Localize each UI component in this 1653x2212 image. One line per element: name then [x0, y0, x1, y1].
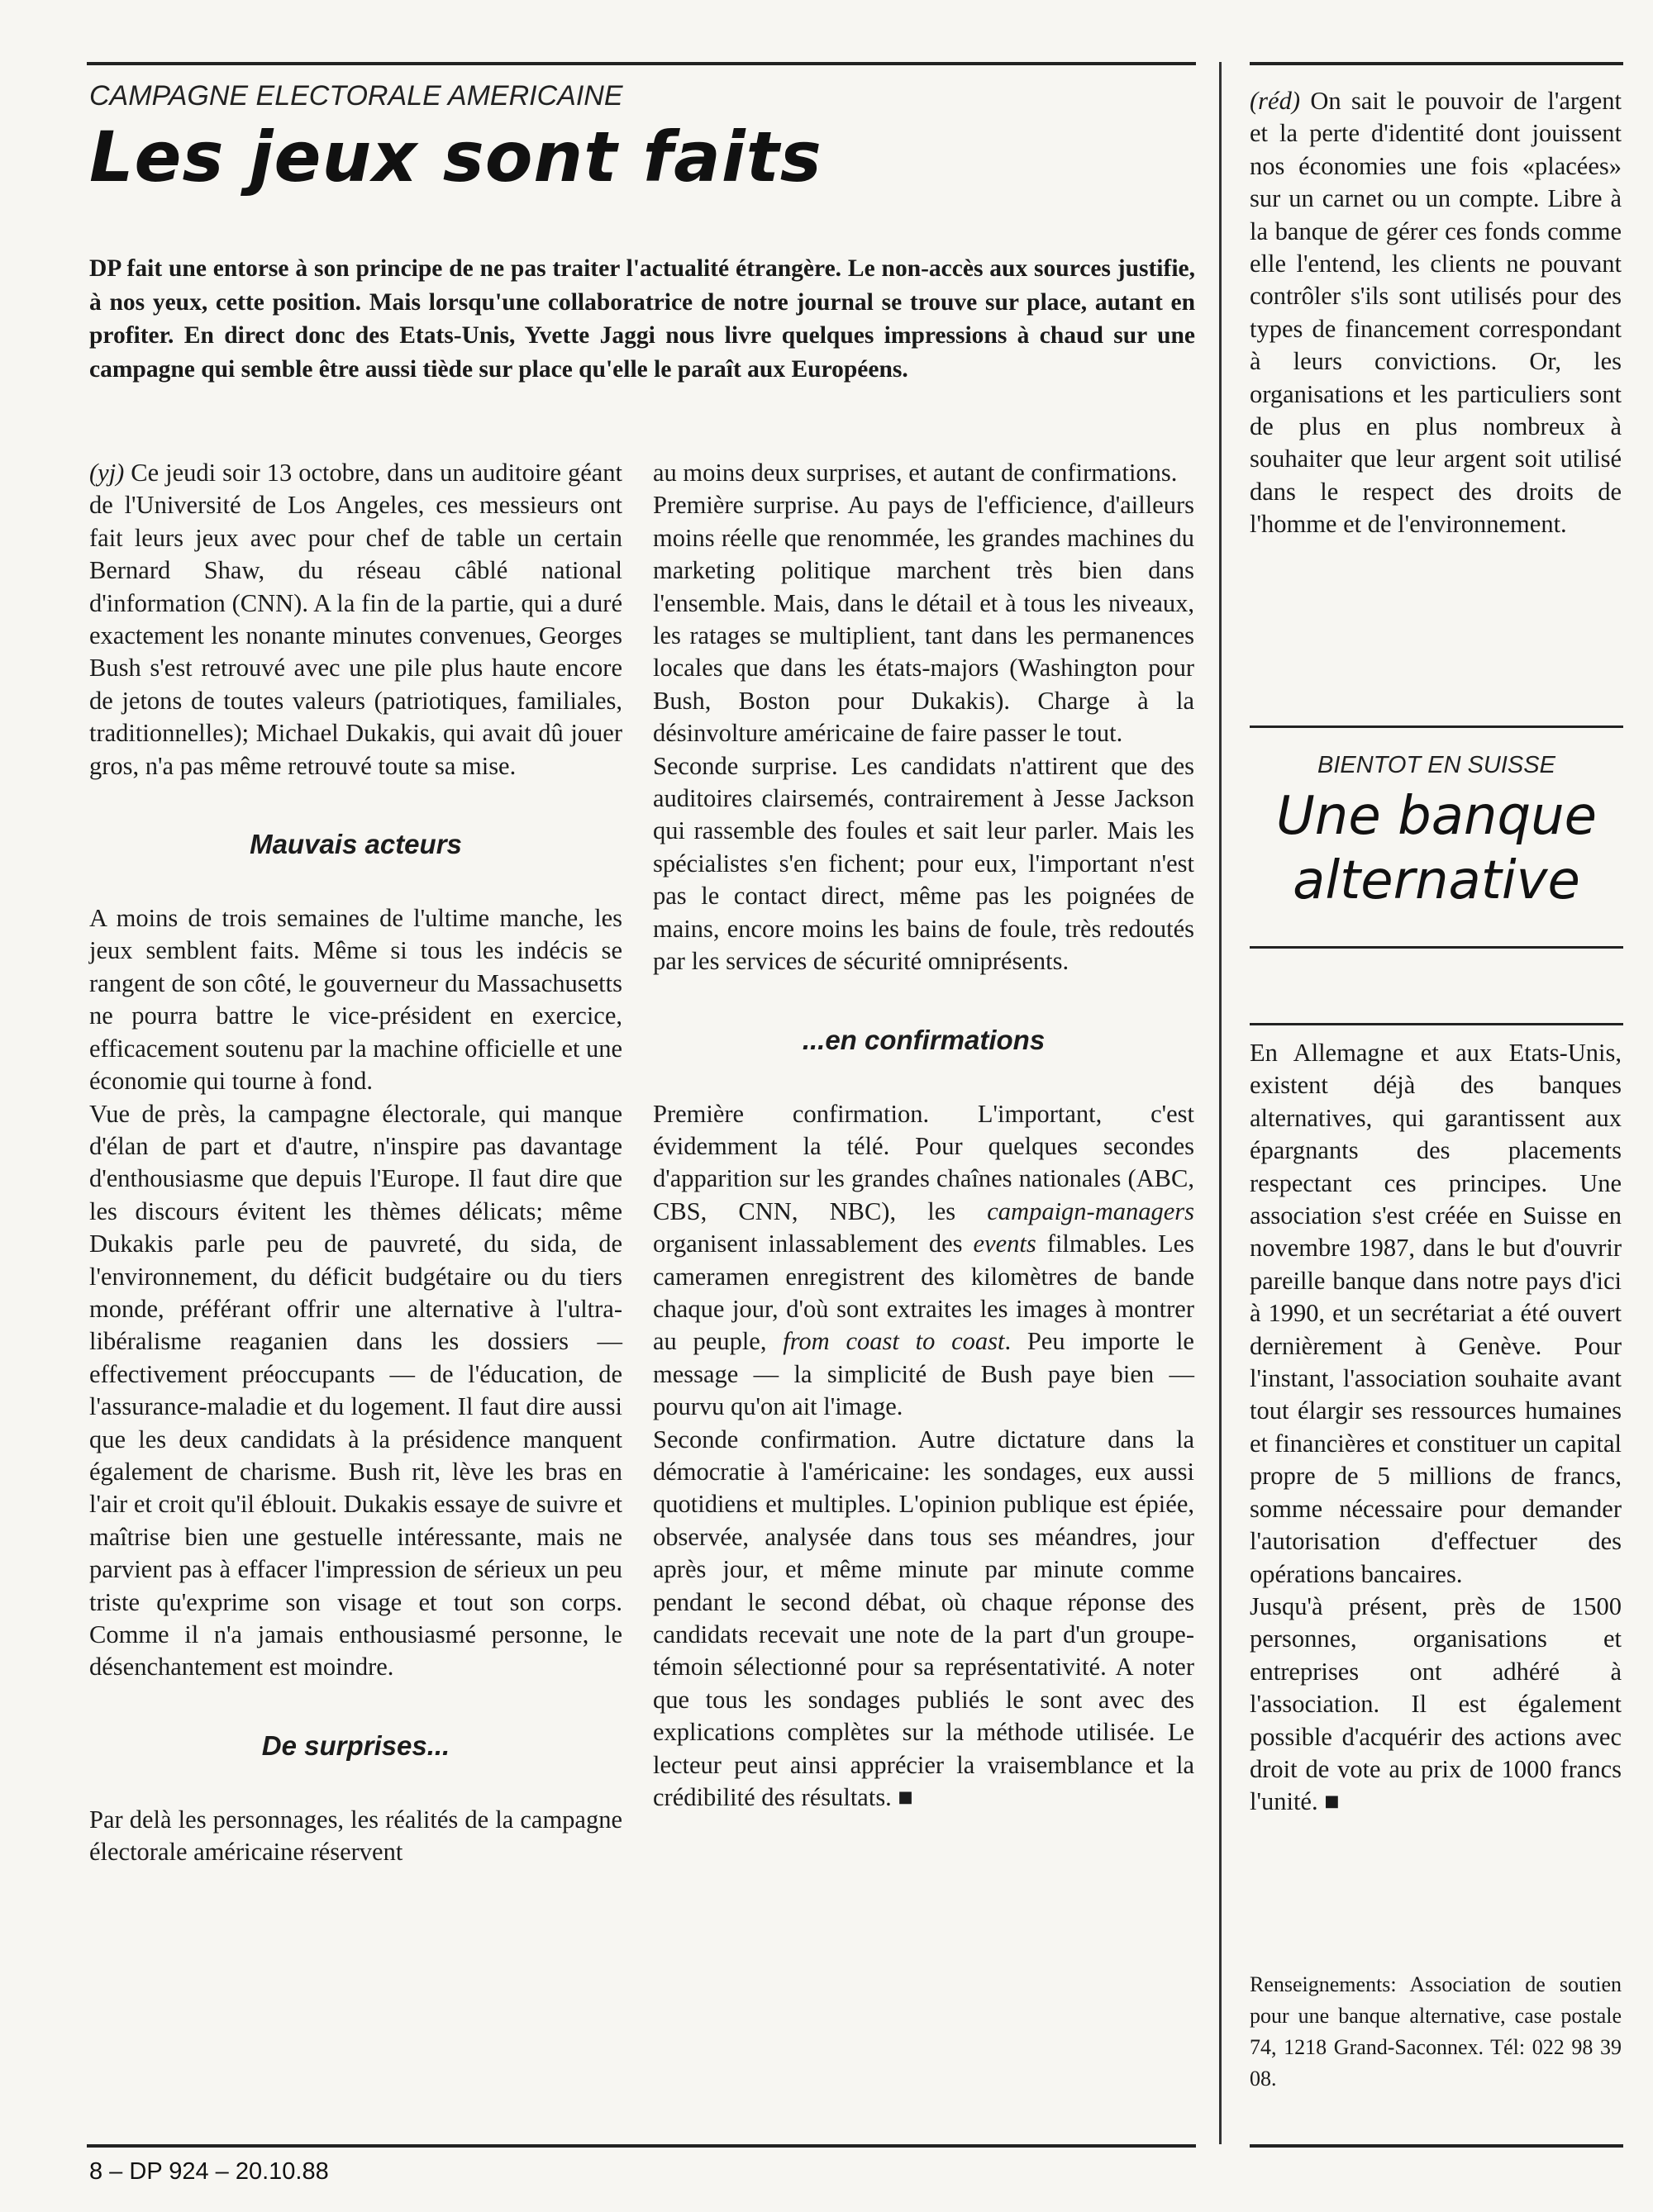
- editor-tag: (réd): [1250, 87, 1300, 115]
- column-divider: [1219, 62, 1222, 2144]
- article-column-2: [653, 457, 1194, 1814]
- paragraph-text: Ce jeudi soir 13 octobre, dans un auditoire géant de l'Université de Los Angeles, ces messieurs ont fait leurs jeux avec pour chef de table un certain Bernard Shaw, du réseau câblé national d'information (CNN). A la fin de la partie, qui a duré exactement les nonante minutes convenues, Georges Bush s'est retrouvé avec une pile plus haute encore de jetons de toutes valeurs (patriotiques, familiales, traditionnelles); Michael Dukakis, qui avait dû jouer gros, n'a pas même retrouvé toute sa mise.: [89, 459, 622, 780]
- article-column-1: [89, 457, 622, 1869]
- author-tag: (yj): [89, 459, 125, 487]
- side-rule-2: [1250, 946, 1623, 949]
- side-info: Renseignements: Association de soutien pour une banque alternative, case postale 74, 1218 Grand-Saconnex. Tél: 022 98 39 08.: [1250, 1972, 1622, 2091]
- side-body: [1250, 1037, 1622, 1819]
- paragraph: En Allemagne et aux Etats-Unis, existent déjà des banques alternatives, qui garantissent aux épargnants des placements respectant ces principes. Une association s'est créée en Suisse en novembre 1987, dans le but d'ouvrir pareille banque dans notre pays d'ici à 1990, et un secrétariat a été ouvert dernièrement à Genève. Pour l'instant, l'association souhaite avant tout élargir ses ressources humaines et financières et constituer un capital propre de 5 millions de francs, somme nécessaire pour demander l'autorisation d'effectuer des opérations bancaires.: [1250, 1039, 1622, 1588]
- paragraph: A moins de trois semaines de l'ultime manche, les jeux semblent faits. Même si tous les indécis se rangent de son côté, le gouverneur du Massachusetts ne pourra battre le vice-président en exercice, efficacement soutenu par la machine officielle et une économie qui tourne à fond.: [89, 904, 622, 1096]
- paragraph: Par delà les personnages, les réalités de la campagne électorale américaine réservent: [89, 1805, 622, 1867]
- side-rule-3: [1250, 1023, 1623, 1025]
- article-kicker: CAMPAGNE ELECTORALE AMERICAINE: [89, 80, 623, 112]
- subhead-en-confirmations: ...en confirmations: [802, 1024, 1046, 1055]
- subhead-mauvais-acteurs: Mauvais acteurs: [250, 829, 462, 860]
- article-lede: DP fait une entorse à son principe de ne pas traiter l'actualité étrangère. Le non-accès aux sources justifie, à nos yeux, cette position. Mais lorsqu'une collaboratrice de notre journal se trouve sur place, autant en profiter. En direct donc des Etats-Unis, Yvette Jaggi nous livre quelques impressions à chaud sur une campagne qui semble être aussi tiède sur place qu'elle le paraît aux Européens.: [89, 255, 1195, 383]
- article-title: Les jeux sont faits: [89, 117, 822, 197]
- paragraph: Vue de près, la campagne électorale, qui manque d'élan de part et d'autre, n'inspire pas davantage d'enthousiasme que depuis l'Europe. Il faut dire que les discours évitent les thèmes délicats; même Dukakis parle peu de pauvreté, du sida, de l'environnement, du déficit budgétaire ou du tiers monde, préférant offrir une alternative à l'ultra-libéralisme reaganien dans les dossiers — effectivement préoccupants — de l'éducation, de l'assurance-maladie et du logement. Il faut dire aussi que les deux candidats à la présidence manquent également de charisme. Bush rit, lève les bras en l'air et croit qu'il éblouit. Dukakis essaye de suivre et maîtrise bien une gestuelle intéressante, mais ne parvient pas à effacer l'impression de sérieux un peu triste qu'exprime son visage et tout son corps. Comme il n'a jamais enthousiasmé personne, le désenchantement est moindre.: [89, 1099, 622, 1682]
- paragraph: Seconde confirmation. Autre dictature dans la démocratie à l'américaine: les sondages, eux aussi quotidiens et multiples. L'opinion publique est épiée, observée, analysée dans tous ses méandres, jour après jour, et même minute par minute comme pendant le second débat, où chaque réponse des candidats recevait une note de la part d'un groupe-témoin sélectionné pour sa représentativité. A noter que tous les sondages publiés le sont avec des explications complètes sur la méthode utilisée. Le lecteur peut ainsi apprécier la vraisemblance et la crédibilité des résultats. ■: [653, 1425, 1194, 1812]
- paragraph-text: filmables. Les cameramen enregistrent des kilomètres de bande chaque jour, d'où sont extraites les images à montrer au peuple,: [653, 1230, 1194, 1356]
- side-rule-1: [1250, 725, 1623, 728]
- top-rule-main: [87, 62, 1196, 65]
- side-kicker: BIENTOT EN SUISSE: [1317, 752, 1555, 778]
- paragraph-text: Première confirmation. L'important, c'est évidemment la télé. Pour quelques secondes d'apparition sur les grandes chaînes nationales (ABC, CBS, CNN, NBC), les: [653, 1099, 1194, 1225]
- paragraph-text: organisent inlassablement des: [653, 1230, 974, 1258]
- paragraph-text: On sait le pouvoir de l'argent et la perte d'identité dont jouissent nos économies une fois «placées» sur un carnet ou un compte. Libre à la banque de gérer ces fonds comme elle l'entend, les clients ne pouvant contrôler s'ils sont utilisés pour des types de financement correspondant à leurs convictions. Or, les organisations et les particuliers sont de plus en plus nombreux à souhaiter que leur argent soit utilisé dans le respect des droits de l'homme et de l'environnement.: [1250, 87, 1622, 539]
- bottom-rule-main: [87, 2144, 1196, 2148]
- bottom-rule-side: [1250, 2144, 1623, 2148]
- top-rule-side: [1250, 62, 1623, 65]
- side-title-line-2: alternative: [1293, 850, 1580, 911]
- paragraph: au moins deux surprises, et autant de confirmations.: [653, 459, 1178, 487]
- paragraph: Jusqu'à présent, près de 1500 personnes, organisations et entreprises ont adhéré à l'association. Il est également possible d'acquérir des actions avec droit de vote au prix de 1000 francs l'unité. ■: [1250, 1591, 1622, 1816]
- paragraph: [1250, 85, 1622, 541]
- page-footer: 8 – DP 924 – 20.10.88: [89, 2158, 329, 2185]
- subhead-de-surprises: De surprises...: [261, 1729, 450, 1761]
- paragraph: Seconde surprise. Les candidats n'attirent que des auditoires clairsemés, contrairement à Jesse Jackson qui rassemble des foules et sait leur parler. Mais les spécialistes s'en fichent; pour eux, l'important n'est pas le contact direct, même pas les poignées de mains, encore moins les bains de foule, très redoutés par les services de sécurité omniprésents.: [653, 751, 1194, 976]
- paragraph: [89, 457, 622, 783]
- paragraph: Première surprise. Au pays de l'efficience, d'ailleurs moins réelle que renommée, les grandes machines du marketing politique marchent très bien dans l'ensemble. Mais, dans le détail et à tous les niveaux, les ratages se multiplient, tant dans les permanences locales que dans les états-majors (Washington pour Bush, Boston pour Dukakis). Charge à la désinvolture américaine de faire passer le tout.: [653, 491, 1194, 748]
- side-intro: [1250, 85, 1622, 541]
- italic-term: from coast to coast: [783, 1327, 1005, 1356]
- paragraph-text: . Peu importe le message — la simplicité de Bush paye bien — pourvu qu'on ait l'image.: [653, 1327, 1194, 1421]
- italic-term: events: [973, 1230, 1036, 1258]
- paragraph: [653, 1098, 1194, 1424]
- side-title-line-1: Une banque: [1275, 786, 1598, 847]
- italic-term: campaign-managers: [987, 1196, 1194, 1225]
